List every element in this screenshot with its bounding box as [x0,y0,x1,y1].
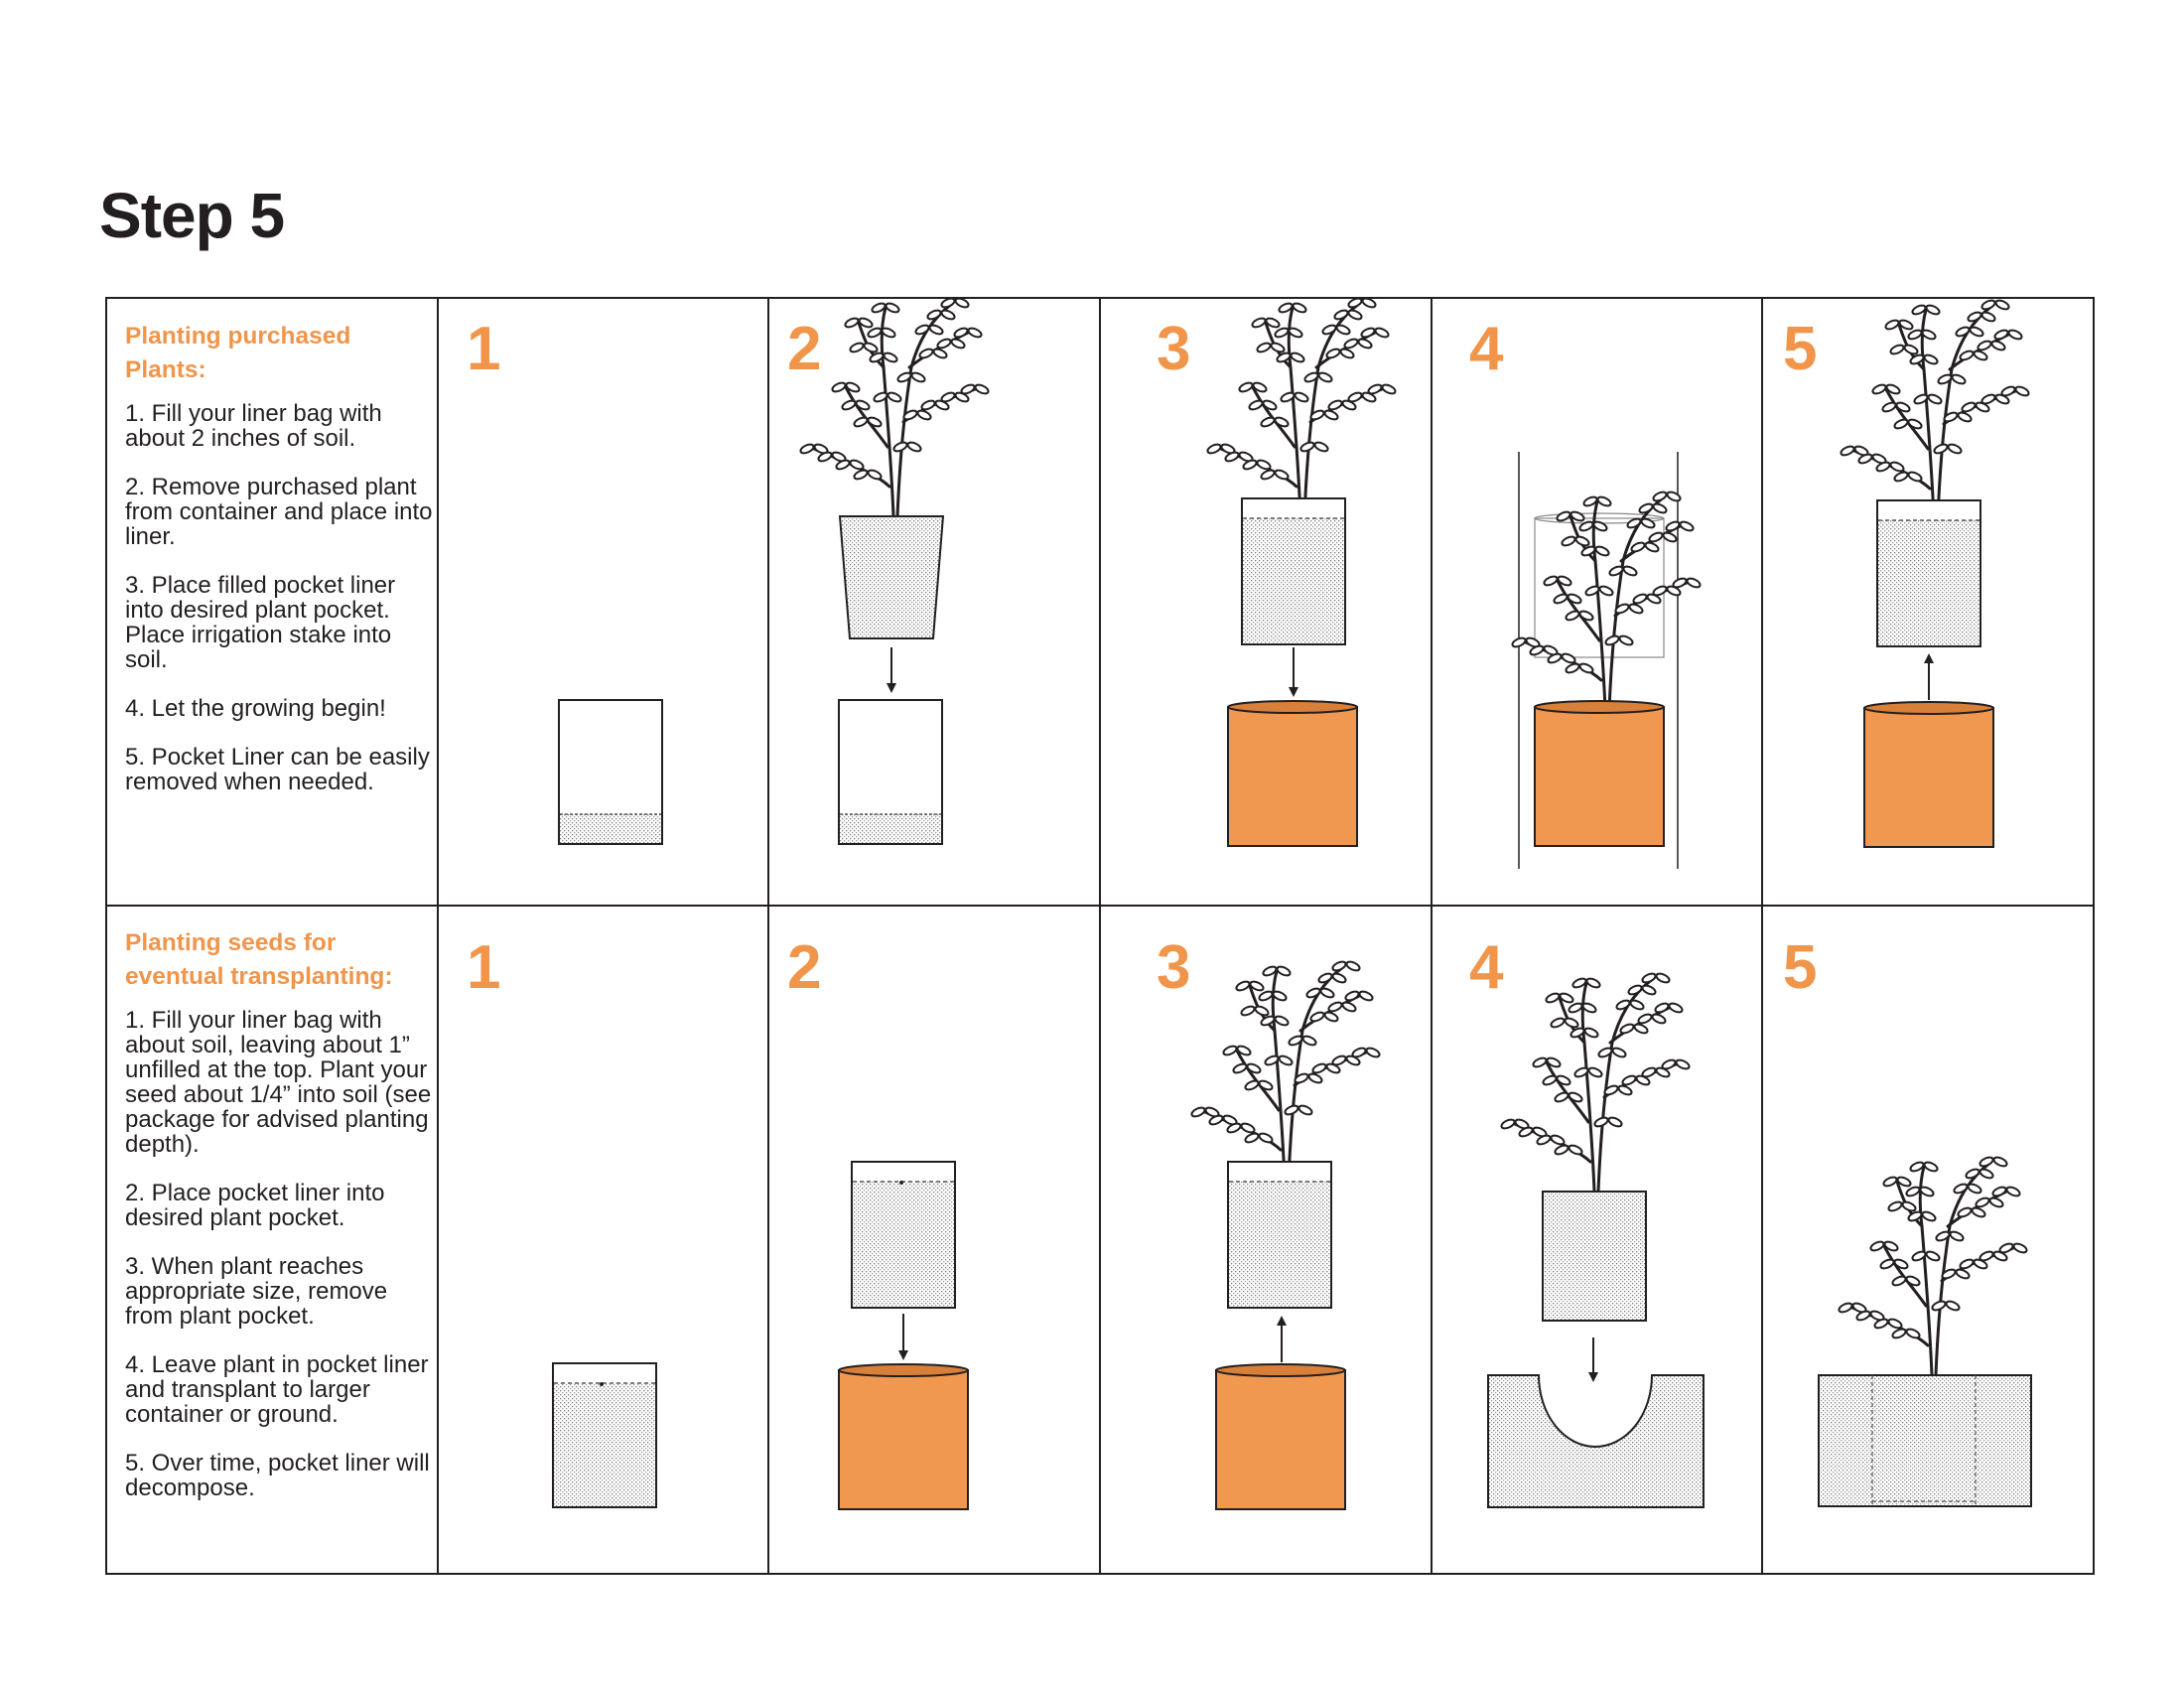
removed-liner-illustration [1840,299,2030,646]
up-arrow-icon [1277,1316,1287,1362]
panel-number: 3 [1157,315,1191,383]
instruction-step: 3. Place filled pocket liner into desired plant pocket. Place irrigation stake into soil. [125,572,396,673]
down-arrow-icon [1588,1337,1598,1382]
instruction-list [125,401,433,794]
plant-pocket-illustration [1216,1364,1345,1509]
page-title: Step 5 [99,180,285,251]
instruction-list [125,1008,433,1500]
down-arrow-icon [1289,647,1298,697]
seed-liner-illustration [553,1363,656,1507]
filled-liner-illustration [1206,297,1397,644]
instructions-purchased-plants [125,320,433,818]
section-heading: Planting seeds for eventual transplanting: [125,929,393,990]
up-arrow-icon [1924,653,1934,700]
instruction-step: 5. Over time, pocket liner will decompose. [125,1450,430,1501]
down-arrow-icon [887,647,896,693]
plant-pocket-illustration [1228,701,1357,846]
instructions-planting-seeds [125,926,433,1524]
growing-plant-illustration [1511,452,1702,869]
down-arrow-icon [898,1314,908,1360]
liner-bag-illustration [839,700,942,844]
decomposed-liner-illustration [1819,1156,2031,1506]
plant-pocket-illustration [1864,702,1993,847]
instruction-step: 3. When plant reaches appropriate size, remove from plant pocket. [125,1253,388,1330]
purchased-plant-illustration [799,297,990,638]
panel-number: 4 [1469,933,1504,1002]
instruction-step: 5. Pocket Liner can be easily removed when needed. [125,744,430,795]
ground-illustration [1488,1375,1704,1507]
section-heading: Planting purchased Plants: [125,323,351,383]
instruction-step: 2. Remove purchased plant from container and place into liner. [125,474,433,550]
panel-number: 5 [1783,315,1818,383]
panel-number: 1 [467,933,501,1002]
instruction-step: 4. Let the growing begin! [125,695,386,722]
instruction-step: 1. Fill your liner bag with about soil, leaving about 1” unfilled at the top. Plant your seed about 1/4” into soil (see package for advised planting depth). [125,1007,432,1158]
seed-liner-illustration [852,1162,955,1308]
grown-plant-illustration [1190,960,1381,1308]
panel-number: 1 [467,315,501,383]
liner-bag-illustration [559,700,662,844]
instruction-step: 4. Leave plant in pocket liner and transplant to larger container or ground. [125,1351,429,1428]
panel-number: 3 [1157,933,1191,1002]
panel-number: 2 [787,933,822,1002]
transplant-illustration [1500,972,1691,1321]
panel-number: 4 [1469,315,1504,383]
plant-pocket-illustration [839,1364,968,1509]
panel-number: 2 [787,315,822,383]
instruction-step: 2. Place pocket liner into desired plant pocket. [125,1180,385,1231]
instruction-step: 1. Fill your liner bag with about 2 inches of soil. [125,400,382,452]
panel-number: 5 [1783,933,1818,1002]
